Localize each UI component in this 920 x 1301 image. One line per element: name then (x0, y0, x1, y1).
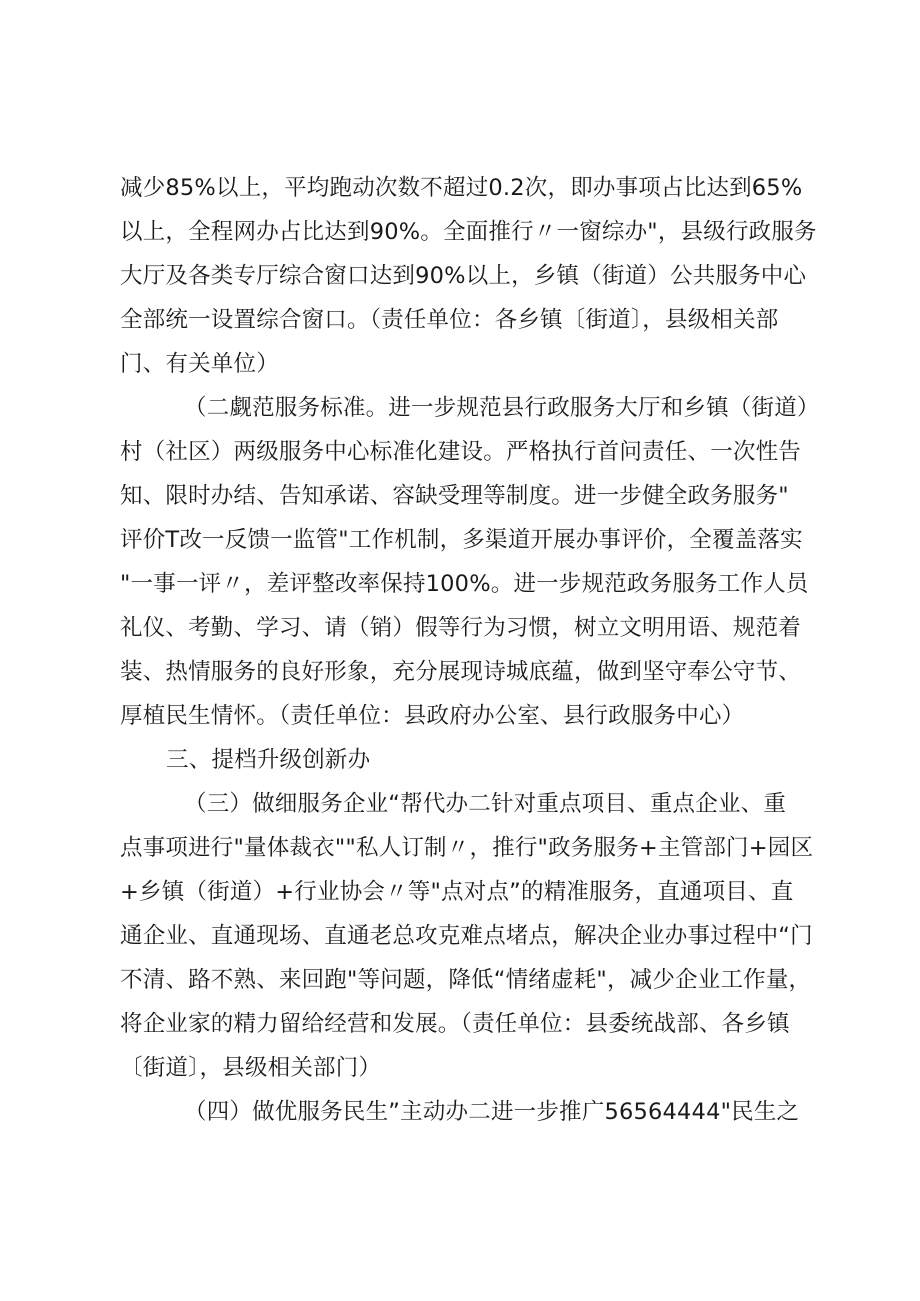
body-line: 装、热情服务的良好形象，充分展现诗城底蕴，做到坚守奉公守节、 (120, 659, 802, 685)
body-line: 门、有关单位） (120, 351, 279, 377)
body-line: 知、限时办结、告知承诺、容缺受理等制度。进一步健全政务服务" (120, 483, 789, 509)
body-line: 点事项进行"量体裁衣""私人订制〃，推行"政务服务+主管部门+园区 (120, 835, 814, 861)
body-line: 厚植民生情怀。（责任单位：县政府办公室、县行政服务中心） (120, 703, 745, 729)
body-line: "一事一评〃，差评整改率保持100%。进一步规范政务服务工作人员 (120, 571, 809, 597)
paragraph-start-line: （四）做优服务民生”主动办二进一步推广56564444"民生之 (184, 1099, 800, 1125)
body-line: 大厅及各类专厅综合窗口达到90%以上，乡镇（街道）公共服务中心 (120, 263, 807, 289)
body-line: 通企业、直通现场、直通老总攻克难点堵点，解决企业办事过程中“门 (120, 923, 813, 949)
body-line: 减少85%以上，平均跑动次数不超过0.2次，即办事项占比达到65% (120, 175, 803, 201)
body-line: 以上，全程网办占比达到90%。全面推行〃一窗综办"，县级行政服务 (120, 219, 817, 245)
document-body (120, 166, 820, 1134)
body-line: 〔街道〕，县级相关部门） (120, 1055, 382, 1081)
body-line: 村（社区）两级服务中心标准化建设。严格执行首问责任、一次性告 (120, 439, 802, 465)
body-line: +乡镇（街道）+行业协会〃等"点对点”的精准服务，直通项目、直 (120, 879, 794, 905)
body-line: 礼仪、考勤、学习、请（销）假等行为习惯，树立文明用语、规范着 (120, 615, 802, 641)
body-line: 评价T改一反馈一监管"工作机制，多渠道开展办事评价，全覆盖落实 (120, 527, 803, 553)
paragraph-start-line: （二觑范服务标准。进一步规范县行政服务大厅和乡镇（街道） (184, 395, 820, 421)
section-heading: 三、提档升级创新办 (166, 747, 371, 773)
paragraph-start-line: （三）做细服务企业“帮代办二针对重点项目、重点企业、重 (184, 791, 787, 817)
body-line: 不清、路不熟、来回跑"等问题，降低“情绪虚耗"，减少企业工作量， (120, 967, 812, 993)
body-line: 将企业家的精力留给经营和发展。（责任单位：县委统战部、各乡镇 (120, 1011, 790, 1037)
body-line: 全部统一设置综合窗口。（责任单位：各乡镇〔街道〕，县级相关部 (120, 307, 779, 333)
